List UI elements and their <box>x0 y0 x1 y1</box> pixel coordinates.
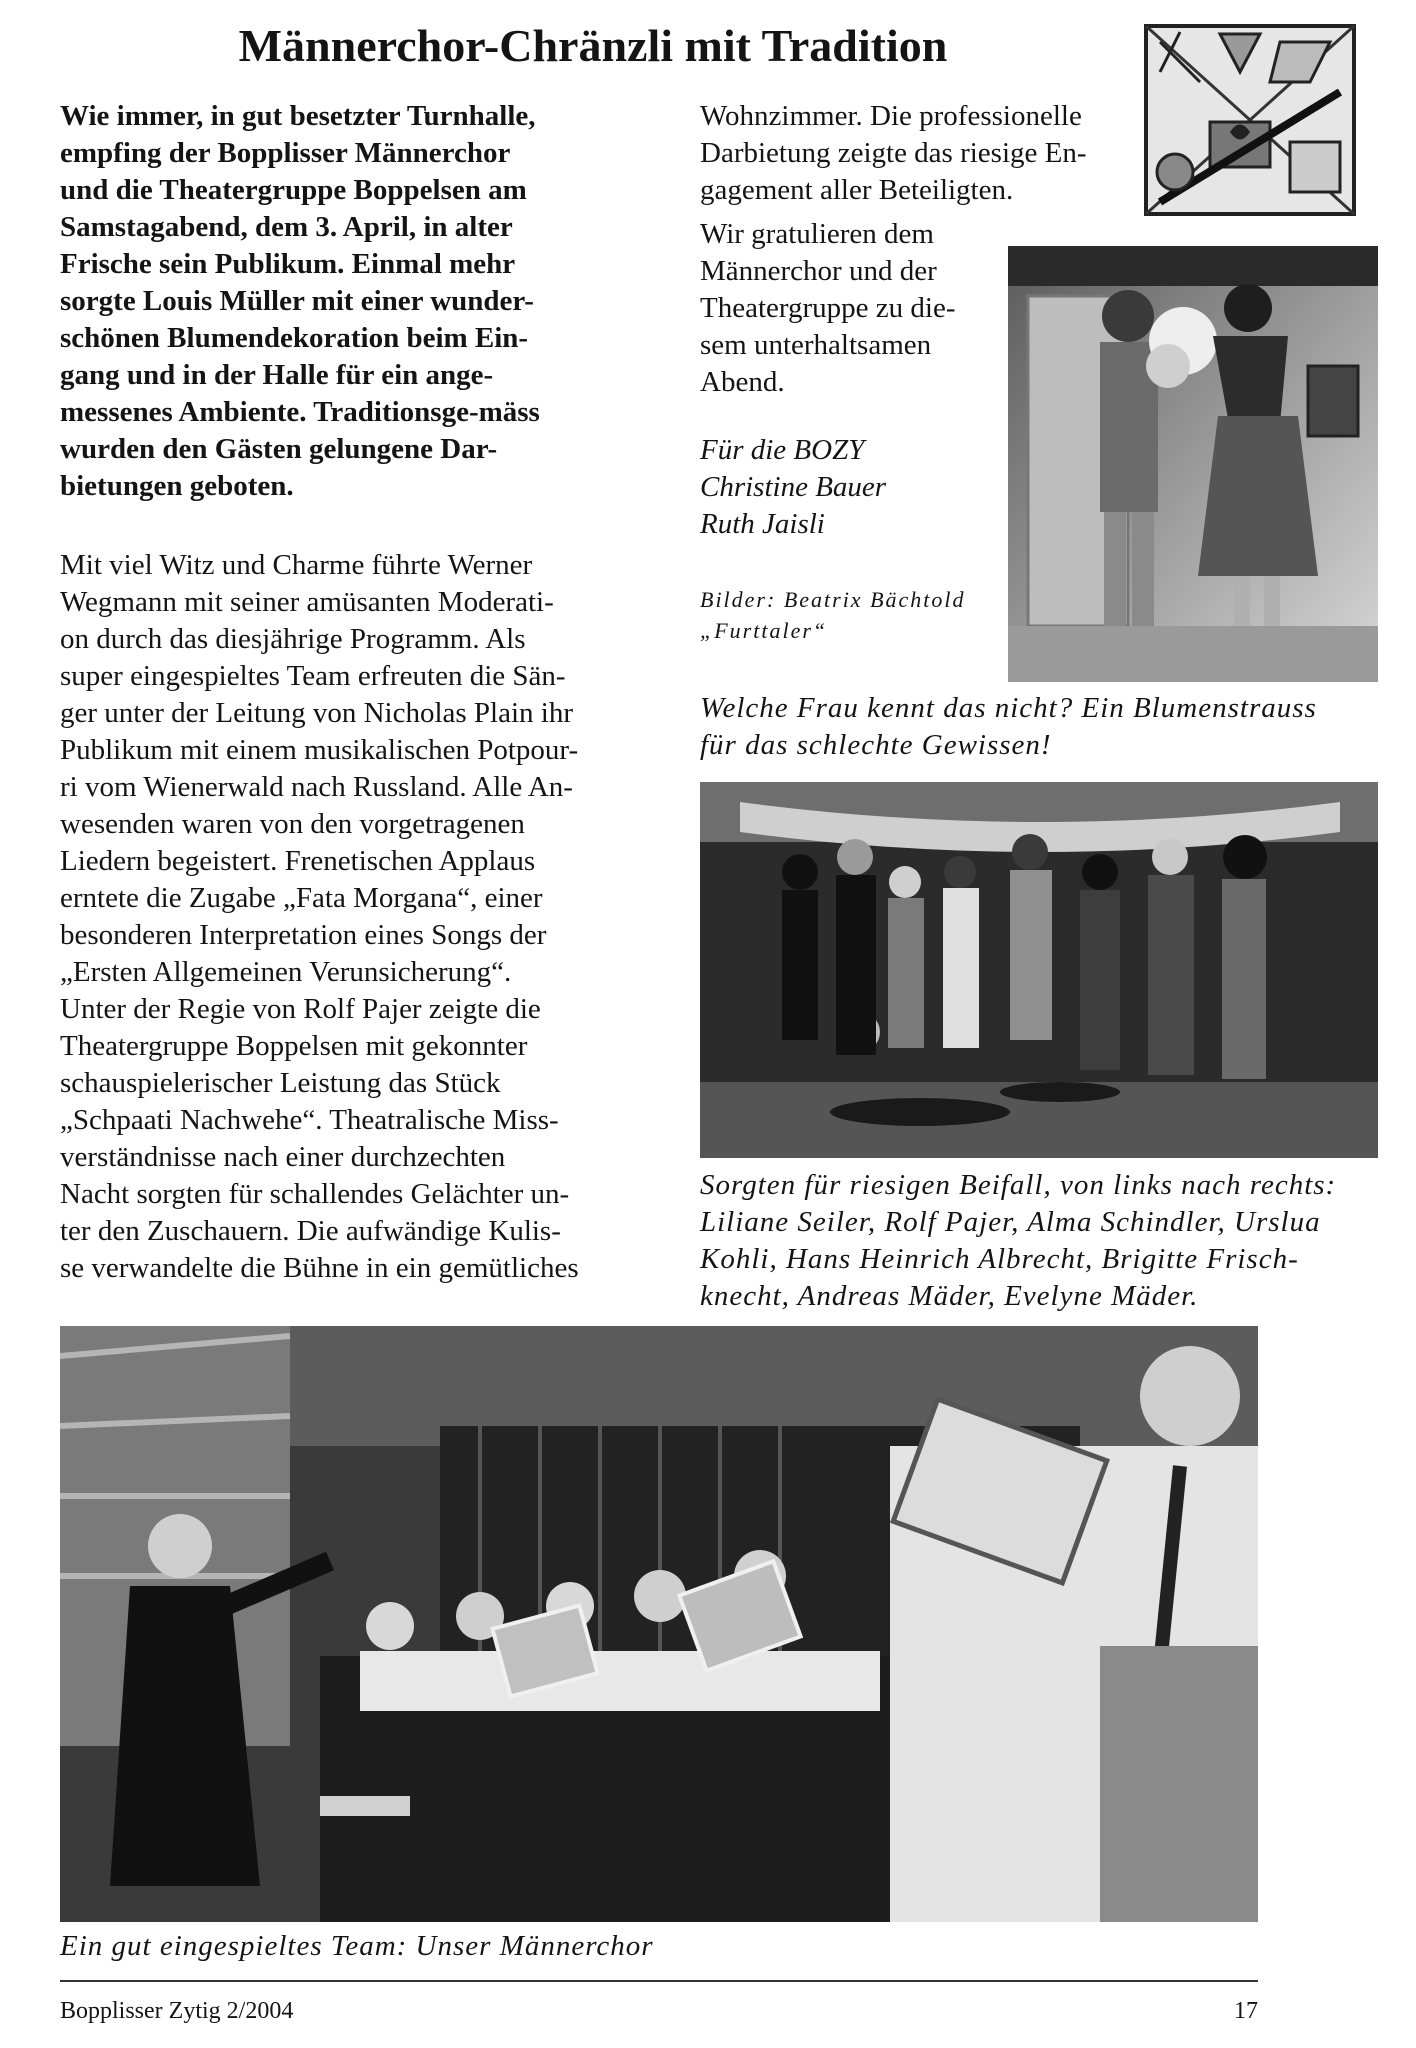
lead-line: schönen Blumendekoration beim Ein- <box>60 322 529 354</box>
photo-cast-on-stage <box>700 782 1378 1158</box>
body-line: schauspielerischer Leistung das Stück <box>60 1067 501 1099</box>
caption-line: Sorgten für riesigen Beifall, von links nach rechts: <box>700 1169 1337 1201</box>
caption-line: Liliane Seiler, Rolf Pajer, Alma Schindler, Urslua <box>700 1206 1321 1238</box>
article-title: Männerchor-Chränzli mit Tradition <box>238 20 948 71</box>
body-line: ter den Zuschauern. Die aufwändige Kulis- <box>60 1215 561 1247</box>
body-line: Mit viel Witz und Charme führte Werner <box>60 549 533 581</box>
page-number: 17 <box>1234 1998 1258 2024</box>
lead-line: Wie immer, in gut besetzter Turnhalle, <box>60 100 536 132</box>
lead-line: sorgte Louis Müller mit einer wunder- <box>60 285 534 317</box>
body-line: super eingespieltes Team erfreuten die Sän- <box>60 660 566 692</box>
body-text-left <box>60 547 620 1287</box>
body-line: ri vom Wienerwald nach Russland. Alle An- <box>60 771 573 803</box>
signature-line: Christine Bauer <box>700 471 887 503</box>
lead-line: messenes Ambiente. Traditionsge-mäss <box>60 396 540 428</box>
body-text-right-top <box>700 98 1130 209</box>
lead-line: wurden den Gästen gelungene Dar- <box>60 433 498 465</box>
caption-line: Welche Frau kennt das nicht? Ein Blumenstrauss <box>700 692 1317 724</box>
lead-line: und die Theatergruppe Boppelsen am <box>60 174 527 206</box>
body-line: Unter der Regie von Rolf Pajer zeigte die <box>60 993 541 1025</box>
body-line: on durch das diesjährige Programm. Als <box>60 623 526 655</box>
body-line: Darbietung zeigte das riesige En- <box>700 137 1087 169</box>
body-line: „Ersten Allgemeinen Verunsicherung“. <box>60 956 512 988</box>
body-line: Abend. <box>700 366 785 398</box>
author-signature <box>700 432 1010 543</box>
lead-line: gang und in der Halle für ein ange- <box>60 359 494 391</box>
body-line: Wegmann mit seiner amüsanten Moderati- <box>60 586 554 618</box>
lead-line: empfing der Bopplisser Männerchor <box>60 137 511 169</box>
photo-caption-choir: Ein gut eingespieltes Team: Unser Männerchor <box>60 1930 654 1962</box>
photo-flower-bouquet <box>1008 246 1378 682</box>
body-text-right-congrats <box>700 216 1010 401</box>
footer-publication: Bopplisser Zytig 2/2004 <box>60 1998 294 2024</box>
body-line: Theatergruppe zu die- <box>700 292 956 324</box>
photo-caption-flowers <box>700 690 1380 764</box>
photo-choir-singing <box>60 1326 1258 1922</box>
body-line: se verwandelte die Bühne in ein gemütliches <box>60 1252 579 1284</box>
body-line: sem unterhaltsamen <box>700 329 932 361</box>
caption-line: für das schlechte Gewissen! <box>700 729 1052 761</box>
body-line: besonderen Interpretation eines Songs der <box>60 919 547 951</box>
signature-line: Ruth Jaisli <box>700 508 825 540</box>
body-line: „Schpaati Nachwehe“. Theatralische Miss- <box>60 1104 559 1136</box>
body-line: verständnisse nach einer durchzechten <box>60 1141 506 1173</box>
credit-line: Bilder: Beatrix Bächtold <box>700 587 966 612</box>
footer-divider <box>60 1980 1258 1982</box>
lead-line: Samstagabend, dem 3. April, in alter <box>60 211 513 243</box>
lead-line: bietungen geboten. <box>60 470 294 502</box>
caption-line: knecht, Andreas Mäder, Evelyne Mäder. <box>700 1280 1199 1312</box>
body-line: Liedern begeistert. Frenetischen Applaus <box>60 845 536 877</box>
theater-masks-logo <box>1140 22 1360 218</box>
body-line: wesenden waren von den vorgetragenen <box>60 808 525 840</box>
body-line: ger unter der Leitung von Nicholas Plain ihr <box>60 697 574 729</box>
photo-caption-cast <box>700 1167 1380 1315</box>
body-line: Wir gratulieren dem <box>700 218 934 250</box>
lead-paragraph <box>60 98 620 505</box>
caption-line: Kohli, Hans Heinrich Albrecht, Brigitte Frisch- <box>700 1243 1299 1275</box>
body-line: Wohnzimmer. Die professionelle <box>700 100 1082 132</box>
body-line: Nacht sorgten für schallendes Gelächter un- <box>60 1178 570 1210</box>
body-line: Publikum mit einem musikalischen Potpour- <box>60 734 579 766</box>
signature-line: Für die BOZY <box>700 434 865 466</box>
body-line: Männerchor und der <box>700 255 937 287</box>
body-line: Theatergruppe Boppelsen mit gekonnter <box>60 1030 528 1062</box>
body-line: gagement aller Beteiligten. <box>700 174 1014 206</box>
lead-line: Frische sein Publikum. Einmal mehr <box>60 248 516 280</box>
photo-credit <box>700 584 1010 646</box>
credit-line: „Furttaler“ <box>700 618 828 643</box>
body-line: erntete die Zugabe „Fata Morgana“, einer <box>60 882 543 914</box>
